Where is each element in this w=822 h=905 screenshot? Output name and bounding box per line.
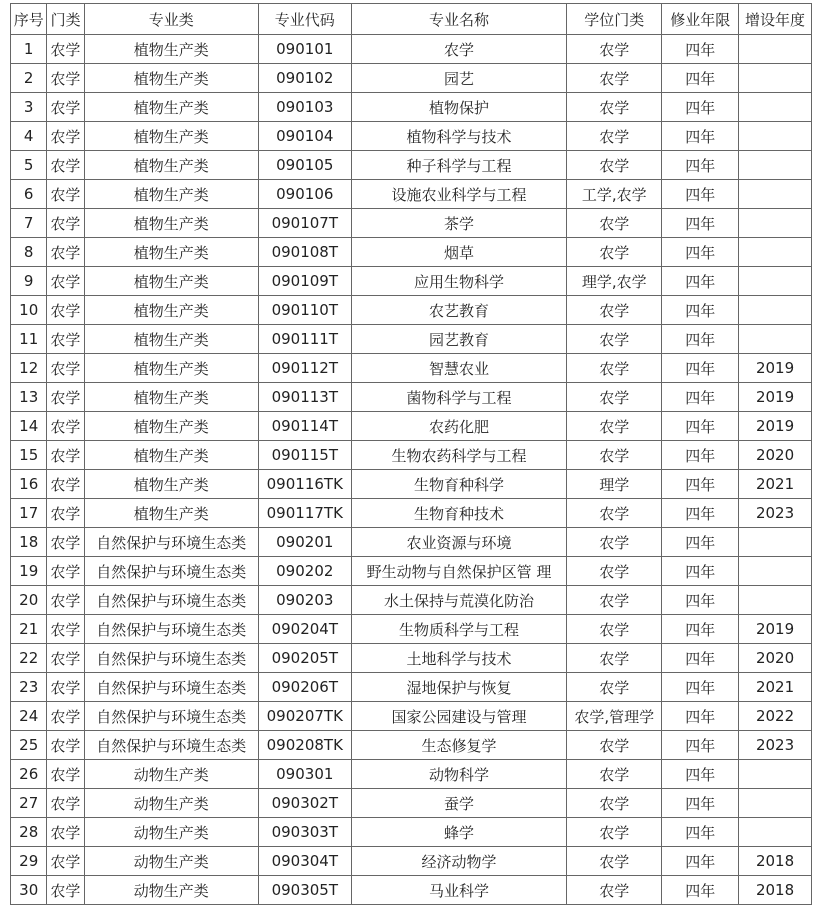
- cell-degree-category: 农学: [567, 847, 662, 876]
- cell-major-class: 植物生产类: [84, 93, 258, 122]
- cell-degree-category: 农学: [567, 35, 662, 64]
- cell-major-code: 090111T: [258, 325, 351, 354]
- cell-major-class: 植物生产类: [84, 180, 258, 209]
- cell-study-length: 四年: [662, 789, 739, 818]
- cell-major-code: 090304T: [258, 847, 351, 876]
- cell-major-code: 090207TK: [258, 702, 351, 731]
- table-row: [11, 383, 812, 412]
- cell-index: 12: [11, 354, 47, 383]
- cell-degree-category: 理学,农学: [567, 267, 662, 296]
- table-row: [11, 238, 812, 267]
- cell-category: 农学: [47, 499, 84, 528]
- cell-year-added: [739, 296, 812, 325]
- cell-major-class: 动物生产类: [84, 876, 258, 905]
- cell-study-length: 四年: [662, 818, 739, 847]
- cell-study-length: 四年: [662, 528, 739, 557]
- table-row: [11, 789, 812, 818]
- table-header-row: [11, 4, 812, 35]
- cell-index: 4: [11, 122, 47, 151]
- cell-degree-category: 农学: [567, 818, 662, 847]
- cell-major-class: 植物生产类: [84, 354, 258, 383]
- cell-index: 9: [11, 267, 47, 296]
- cell-study-length: 四年: [662, 412, 739, 441]
- cell-degree-category: 农学: [567, 354, 662, 383]
- cell-category: 农学: [47, 35, 84, 64]
- cell-year-added: 2020: [739, 441, 812, 470]
- table-row: [11, 818, 812, 847]
- cell-year-added: 2018: [739, 847, 812, 876]
- cell-degree-category: 农学: [567, 644, 662, 673]
- cell-study-length: 四年: [662, 35, 739, 64]
- cell-degree-category: 农学: [567, 383, 662, 412]
- table-row: [11, 93, 812, 122]
- table-row: [11, 586, 812, 615]
- cell-major-name: 生物质科学与工程: [351, 615, 566, 644]
- cell-category: 农学: [47, 180, 84, 209]
- cell-major-name: 智慧农业: [351, 354, 566, 383]
- cell-study-length: 四年: [662, 499, 739, 528]
- cell-study-length: 四年: [662, 180, 739, 209]
- header-major-code: 专业代码: [258, 4, 351, 35]
- cell-degree-category: 农学: [567, 122, 662, 151]
- cell-category: 农学: [47, 267, 84, 296]
- table-row: [11, 499, 812, 528]
- cell-index: 27: [11, 789, 47, 818]
- cell-major-code: 090203: [258, 586, 351, 615]
- cell-index: 21: [11, 615, 47, 644]
- cell-study-length: 四年: [662, 122, 739, 151]
- cell-study-length: 四年: [662, 267, 739, 296]
- cell-year-added: 2019: [739, 615, 812, 644]
- cell-major-name: 湿地保护与恢复: [351, 673, 566, 702]
- cell-major-code: 090109T: [258, 267, 351, 296]
- cell-index: 28: [11, 818, 47, 847]
- cell-major-name: 菌物科学与工程: [351, 383, 566, 412]
- cell-degree-category: 农学: [567, 64, 662, 93]
- cell-index: 24: [11, 702, 47, 731]
- cell-degree-category: 理学: [567, 470, 662, 499]
- cell-degree-category: 农学: [567, 441, 662, 470]
- cell-category: 农学: [47, 238, 84, 267]
- cell-category: 农学: [47, 151, 84, 180]
- table-row: [11, 64, 812, 93]
- cell-degree-category: 农学: [567, 731, 662, 760]
- table-row: [11, 180, 812, 209]
- cell-degree-category: 农学: [567, 209, 662, 238]
- table-row: [11, 441, 812, 470]
- cell-year-added: [739, 64, 812, 93]
- cell-study-length: 四年: [662, 557, 739, 586]
- cell-category: 农学: [47, 586, 84, 615]
- cell-index: 15: [11, 441, 47, 470]
- cell-major-code: 090114T: [258, 412, 351, 441]
- header-major-class: 专业类: [84, 4, 258, 35]
- cell-major-code: 090205T: [258, 644, 351, 673]
- cell-study-length: 四年: [662, 441, 739, 470]
- cell-index: 3: [11, 93, 47, 122]
- table-row: [11, 412, 812, 441]
- table-body: [11, 35, 812, 905]
- header-category: 门类: [47, 4, 84, 35]
- cell-index: 16: [11, 470, 47, 499]
- cell-major-code: 090102: [258, 64, 351, 93]
- table-row: [11, 122, 812, 151]
- cell-major-name: 马业科学: [351, 876, 566, 905]
- cell-major-name: 生物育种技术: [351, 499, 566, 528]
- table-row: [11, 876, 812, 905]
- cell-degree-category: 农学: [567, 238, 662, 267]
- header-study-length: 修业年限: [662, 4, 739, 35]
- cell-category: 农学: [47, 557, 84, 586]
- cell-major-code: 090105: [258, 151, 351, 180]
- cell-major-code: 090108T: [258, 238, 351, 267]
- cell-degree-category: 农学: [567, 528, 662, 557]
- cell-study-length: 四年: [662, 470, 739, 499]
- cell-study-length: 四年: [662, 847, 739, 876]
- cell-major-name: 水土保持与荒漠化防治: [351, 586, 566, 615]
- cell-index: 5: [11, 151, 47, 180]
- cell-major-name: 园艺: [351, 64, 566, 93]
- cell-major-class: 自然保护与环境生态类: [84, 702, 258, 731]
- cell-degree-category: 农学: [567, 673, 662, 702]
- cell-year-added: [739, 122, 812, 151]
- cell-major-code: 090302T: [258, 789, 351, 818]
- cell-degree-category: 农学: [567, 615, 662, 644]
- cell-major-class: 自然保护与环境生态类: [84, 528, 258, 557]
- cell-major-class: 植物生产类: [84, 151, 258, 180]
- cell-major-code: 090305T: [258, 876, 351, 905]
- cell-category: 农学: [47, 702, 84, 731]
- cell-index: 19: [11, 557, 47, 586]
- cell-study-length: 四年: [662, 64, 739, 93]
- cell-year-added: [739, 35, 812, 64]
- cell-major-name: 经济动物学: [351, 847, 566, 876]
- cell-major-name: 野生动物与自然保护区管 理: [351, 557, 566, 586]
- table-row: [11, 296, 812, 325]
- cell-major-code: 090116TK: [258, 470, 351, 499]
- cell-major-code: 090103: [258, 93, 351, 122]
- cell-year-added: 2019: [739, 412, 812, 441]
- cell-degree-category: 农学: [567, 760, 662, 789]
- table-row: [11, 470, 812, 499]
- cell-index: 22: [11, 644, 47, 673]
- header-index: 序号: [11, 4, 47, 35]
- cell-study-length: 四年: [662, 383, 739, 412]
- cell-major-code: 090113T: [258, 383, 351, 412]
- cell-year-added: 2021: [739, 673, 812, 702]
- cell-major-name: 生物育种科学: [351, 470, 566, 499]
- cell-major-name: 农艺教育: [351, 296, 566, 325]
- cell-category: 农学: [47, 528, 84, 557]
- cell-major-code: 090106: [258, 180, 351, 209]
- cell-index: 18: [11, 528, 47, 557]
- cell-study-length: 四年: [662, 702, 739, 731]
- cell-major-class: 植物生产类: [84, 267, 258, 296]
- cell-degree-category: 农学: [567, 151, 662, 180]
- cell-major-code: 090303T: [258, 818, 351, 847]
- cell-index: 17: [11, 499, 47, 528]
- cell-year-added: 2018: [739, 876, 812, 905]
- cell-study-length: 四年: [662, 354, 739, 383]
- cell-study-length: 四年: [662, 586, 739, 615]
- cell-index: 6: [11, 180, 47, 209]
- cell-major-class: 植物生产类: [84, 383, 258, 412]
- cell-major-code: 090107T: [258, 209, 351, 238]
- cell-major-name: 生态修复学: [351, 731, 566, 760]
- major-catalog-table: [10, 3, 812, 905]
- cell-major-class: 植物生产类: [84, 470, 258, 499]
- cell-category: 农学: [47, 470, 84, 499]
- major-catalog-table-container: [10, 3, 812, 905]
- cell-year-added: [739, 209, 812, 238]
- table-row: [11, 673, 812, 702]
- cell-index: 2: [11, 64, 47, 93]
- cell-major-name: 蜂学: [351, 818, 566, 847]
- cell-major-class: 植物生产类: [84, 238, 258, 267]
- cell-category: 农学: [47, 673, 84, 702]
- cell-year-added: 2020: [739, 644, 812, 673]
- cell-study-length: 四年: [662, 644, 739, 673]
- cell-year-added: 2019: [739, 354, 812, 383]
- table-row: [11, 325, 812, 354]
- cell-major-class: 自然保护与环境生态类: [84, 586, 258, 615]
- cell-index: 20: [11, 586, 47, 615]
- cell-major-class: 自然保护与环境生态类: [84, 644, 258, 673]
- cell-major-name: 农药化肥: [351, 412, 566, 441]
- cell-category: 农学: [47, 325, 84, 354]
- cell-major-class: 植物生产类: [84, 412, 258, 441]
- table-row: [11, 644, 812, 673]
- cell-year-added: [739, 760, 812, 789]
- cell-major-class: 动物生产类: [84, 760, 258, 789]
- cell-year-added: [739, 151, 812, 180]
- cell-major-code: 090204T: [258, 615, 351, 644]
- cell-study-length: 四年: [662, 876, 739, 905]
- cell-study-length: 四年: [662, 238, 739, 267]
- cell-major-class: 自然保护与环境生态类: [84, 615, 258, 644]
- cell-category: 农学: [47, 441, 84, 470]
- cell-category: 农学: [47, 354, 84, 383]
- cell-study-length: 四年: [662, 93, 739, 122]
- cell-major-name: 园艺教育: [351, 325, 566, 354]
- cell-category: 农学: [47, 412, 84, 441]
- cell-major-name: 烟草: [351, 238, 566, 267]
- cell-index: 7: [11, 209, 47, 238]
- cell-year-added: [739, 180, 812, 209]
- cell-index: 29: [11, 847, 47, 876]
- cell-major-class: 植物生产类: [84, 325, 258, 354]
- cell-index: 25: [11, 731, 47, 760]
- cell-index: 14: [11, 412, 47, 441]
- cell-category: 农学: [47, 731, 84, 760]
- cell-year-added: [739, 325, 812, 354]
- cell-major-code: 090115T: [258, 441, 351, 470]
- cell-year-added: [739, 818, 812, 847]
- cell-year-added: [739, 93, 812, 122]
- cell-study-length: 四年: [662, 731, 739, 760]
- cell-major-name: 动物科学: [351, 760, 566, 789]
- cell-year-added: 2023: [739, 731, 812, 760]
- cell-major-class: 动物生产类: [84, 818, 258, 847]
- cell-degree-category: 农学: [567, 557, 662, 586]
- cell-major-class: 动物生产类: [84, 847, 258, 876]
- cell-major-code: 090117TK: [258, 499, 351, 528]
- cell-degree-category: 农学: [567, 325, 662, 354]
- cell-major-class: 植物生产类: [84, 64, 258, 93]
- cell-major-code: 090301: [258, 760, 351, 789]
- cell-major-name: 农学: [351, 35, 566, 64]
- cell-major-code: 090110T: [258, 296, 351, 325]
- cell-major-class: 植物生产类: [84, 499, 258, 528]
- cell-index: 11: [11, 325, 47, 354]
- cell-major-name: 土地科学与技术: [351, 644, 566, 673]
- cell-category: 农学: [47, 876, 84, 905]
- cell-major-code: 090104: [258, 122, 351, 151]
- cell-study-length: 四年: [662, 209, 739, 238]
- cell-year-added: [739, 267, 812, 296]
- cell-year-added: [739, 528, 812, 557]
- cell-degree-category: 农学,管理学: [567, 702, 662, 731]
- cell-year-added: 2019: [739, 383, 812, 412]
- cell-year-added: 2021: [739, 470, 812, 499]
- cell-year-added: [739, 586, 812, 615]
- cell-major-class: 自然保护与环境生态类: [84, 673, 258, 702]
- cell-major-class: 植物生产类: [84, 441, 258, 470]
- cell-study-length: 四年: [662, 760, 739, 789]
- cell-major-class: 自然保护与环境生态类: [84, 731, 258, 760]
- cell-major-class: 植物生产类: [84, 122, 258, 151]
- cell-major-class: 植物生产类: [84, 209, 258, 238]
- cell-category: 农学: [47, 644, 84, 673]
- cell-category: 农学: [47, 789, 84, 818]
- cell-study-length: 四年: [662, 325, 739, 354]
- cell-year-added: 2023: [739, 499, 812, 528]
- cell-year-added: 2022: [739, 702, 812, 731]
- cell-major-name: 设施农业科学与工程: [351, 180, 566, 209]
- cell-major-class: 动物生产类: [84, 789, 258, 818]
- cell-index: 13: [11, 383, 47, 412]
- cell-major-class: 植物生产类: [84, 296, 258, 325]
- header-year-added: 增设年度: [739, 4, 812, 35]
- cell-index: 10: [11, 296, 47, 325]
- cell-major-name: 植物保护: [351, 93, 566, 122]
- table-row: [11, 557, 812, 586]
- cell-major-class: 自然保护与环境生态类: [84, 557, 258, 586]
- cell-major-name: 应用生物科学: [351, 267, 566, 296]
- table-row: [11, 731, 812, 760]
- cell-index: 23: [11, 673, 47, 702]
- cell-major-code: 090206T: [258, 673, 351, 702]
- cell-year-added: [739, 557, 812, 586]
- cell-major-code: 090208TK: [258, 731, 351, 760]
- table-row: [11, 528, 812, 557]
- cell-category: 农学: [47, 847, 84, 876]
- cell-degree-category: 农学: [567, 412, 662, 441]
- cell-category: 农学: [47, 122, 84, 151]
- cell-major-code: 090101: [258, 35, 351, 64]
- cell-year-added: [739, 238, 812, 267]
- table-row: [11, 209, 812, 238]
- cell-year-added: [739, 789, 812, 818]
- cell-category: 农学: [47, 209, 84, 238]
- cell-major-code: 090202: [258, 557, 351, 586]
- cell-index: 1: [11, 35, 47, 64]
- cell-study-length: 四年: [662, 296, 739, 325]
- cell-major-name: 植物科学与技术: [351, 122, 566, 151]
- header-major-name: 专业名称: [351, 4, 566, 35]
- table-row: [11, 760, 812, 789]
- cell-degree-category: 农学: [567, 93, 662, 122]
- cell-category: 农学: [47, 296, 84, 325]
- cell-degree-category: 农学: [567, 789, 662, 818]
- cell-major-name: 农业资源与环境: [351, 528, 566, 557]
- cell-category: 农学: [47, 64, 84, 93]
- cell-category: 农学: [47, 93, 84, 122]
- table-row: [11, 354, 812, 383]
- cell-degree-category: 农学: [567, 296, 662, 325]
- cell-major-code: 090201: [258, 528, 351, 557]
- cell-study-length: 四年: [662, 151, 739, 180]
- cell-category: 农学: [47, 760, 84, 789]
- cell-major-name: 生物农药科学与工程: [351, 441, 566, 470]
- cell-degree-category: 农学: [567, 499, 662, 528]
- table-row: [11, 35, 812, 64]
- cell-index: 26: [11, 760, 47, 789]
- table-row: [11, 702, 812, 731]
- cell-degree-category: 农学: [567, 876, 662, 905]
- cell-major-name: 国家公园建设与管理: [351, 702, 566, 731]
- cell-major-name: 茶学: [351, 209, 566, 238]
- cell-major-class: 植物生产类: [84, 35, 258, 64]
- cell-study-length: 四年: [662, 673, 739, 702]
- table-row: [11, 847, 812, 876]
- cell-degree-category: 工学,农学: [567, 180, 662, 209]
- cell-category: 农学: [47, 383, 84, 412]
- table-row: [11, 615, 812, 644]
- cell-major-name: 蚕学: [351, 789, 566, 818]
- cell-category: 农学: [47, 818, 84, 847]
- cell-study-length: 四年: [662, 615, 739, 644]
- cell-category: 农学: [47, 615, 84, 644]
- table-row: [11, 151, 812, 180]
- cell-index: 30: [11, 876, 47, 905]
- cell-major-name: 种子科学与工程: [351, 151, 566, 180]
- cell-index: 8: [11, 238, 47, 267]
- cell-major-code: 090112T: [258, 354, 351, 383]
- cell-degree-category: 农学: [567, 586, 662, 615]
- header-degree-category: 学位门类: [567, 4, 662, 35]
- table-row: [11, 267, 812, 296]
